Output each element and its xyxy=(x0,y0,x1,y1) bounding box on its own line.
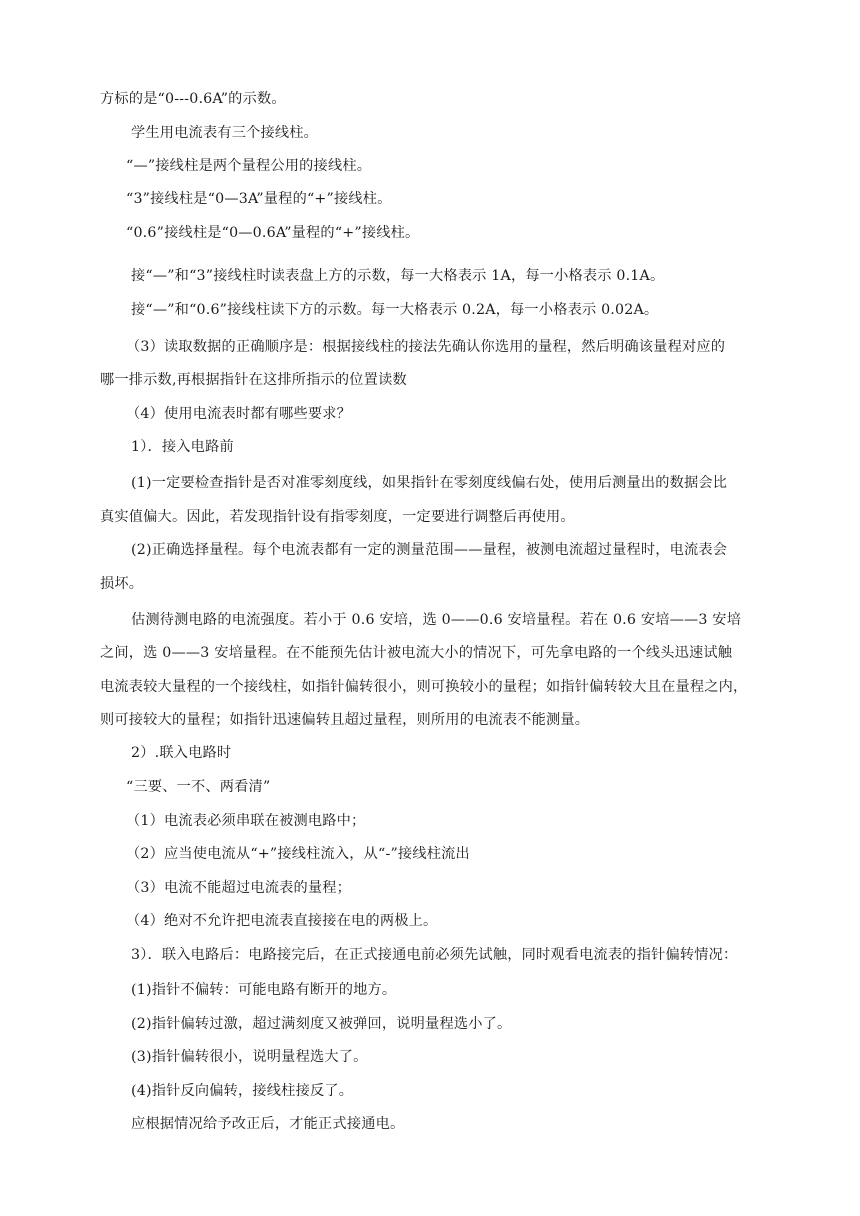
text-line: (2)正确选择量程。每个电流表都有一定的测量范围——量程，被测电流超过量程时，电流表会 xyxy=(131,542,728,558)
text-line: “3”接线柱是“0—3A”量程的“+”接线柱。 xyxy=(126,191,392,207)
text-line: 方标的是“0---0.6A”的示数。 xyxy=(100,91,286,107)
text-line: 电流表较大量程的一个接线柱，如指针偏转很小，则可换较小的量程；如指针偏转较大且在量程之内， xyxy=(100,679,748,695)
text-line: 则可接较大的量程；如指针迅速偏转且超过量程，则所用的电流表不能测量。 xyxy=(100,712,590,728)
text-line: “三要、一不、两看清” xyxy=(126,779,271,795)
text-line: (4)指针反向偏转，接线柱接反了。 xyxy=(131,1083,354,1099)
text-line: 真实值偏大。因此，若发现指针设有指零刻度，一定要进行调整后再使用。 xyxy=(100,509,575,525)
text-line: “—”接线柱是两个量程公用的接线柱。 xyxy=(126,158,372,174)
text-line: 学生用电流表有三个接线柱。 xyxy=(131,125,319,141)
text-line: “0.6”接线柱是“0—0.6A”量程的“+”接线柱。 xyxy=(126,225,420,241)
text-line: 2）.联入电路时 xyxy=(131,745,232,761)
text-line: (2)指针偏转过激，超过满刻度又被弹回，说明量程选小了。 xyxy=(131,1016,512,1032)
text-line: (1)一定要检查指针是否对准零刻度线，如果指针在零刻度线偏右处，使用后测量出的数据会比 xyxy=(131,475,728,491)
text-line: 哪一排示数,再根据指针在这排所指示的位置读数 xyxy=(100,372,407,388)
text-line: 接“—”和“3”接线柱时读表盘上方的示数，每一大格表示 1A，每一小格表示 0.1A。 xyxy=(131,268,665,284)
text-line: 接“—”和“0.6”接线柱读下方的示数。每一大格表示 0.2A，每一小格表示 0.02A。 xyxy=(131,302,659,318)
text-line: （3）读取数据的正确顺序是：根据接线柱的接法先确认你选用的量程，然后明确该量程对应的 xyxy=(126,339,726,355)
text-line: 3）．联入电路后：电路接完后，在正式接通电前必须先试触，同时观看电流表的指针偏转情况： xyxy=(131,947,738,963)
text-line: （2）应当使电流从“+”接线柱流入，从“-”接线柱流出 xyxy=(126,846,470,862)
text-line: 损坏。 xyxy=(100,576,144,592)
text-line: (1)指针不偏转：可能电路有断开的地方。 xyxy=(131,982,397,998)
text-line: (3)指针偏转很小，说明量程选大了。 xyxy=(131,1049,368,1065)
text-line: （1）电流表必须串联在被测电路中； xyxy=(126,813,366,829)
text-line: 1）．接入电路前 xyxy=(131,439,234,455)
text-line: 估测待测电路的电流强度。若小于 0.6 安培，选 0——0.6 安培量程。若在 0.6 安培——3 安培 xyxy=(131,612,742,628)
text-line: （4）使用电流表时都有哪些要求？ xyxy=(126,406,352,422)
text-line: 应根据情况给予改正后，才能正式接通电。 xyxy=(131,1116,405,1132)
text-line: 之间，选 0——3 安培量程。在不能预先估计被电流大小的情况下，可先拿电路的一个线头迅速试触 xyxy=(100,645,733,661)
text-line: （3）电流不能超过电流表的量程； xyxy=(126,880,352,896)
text-line: （4）绝对不允许把电流表直接接在电的两极上。 xyxy=(126,913,438,929)
